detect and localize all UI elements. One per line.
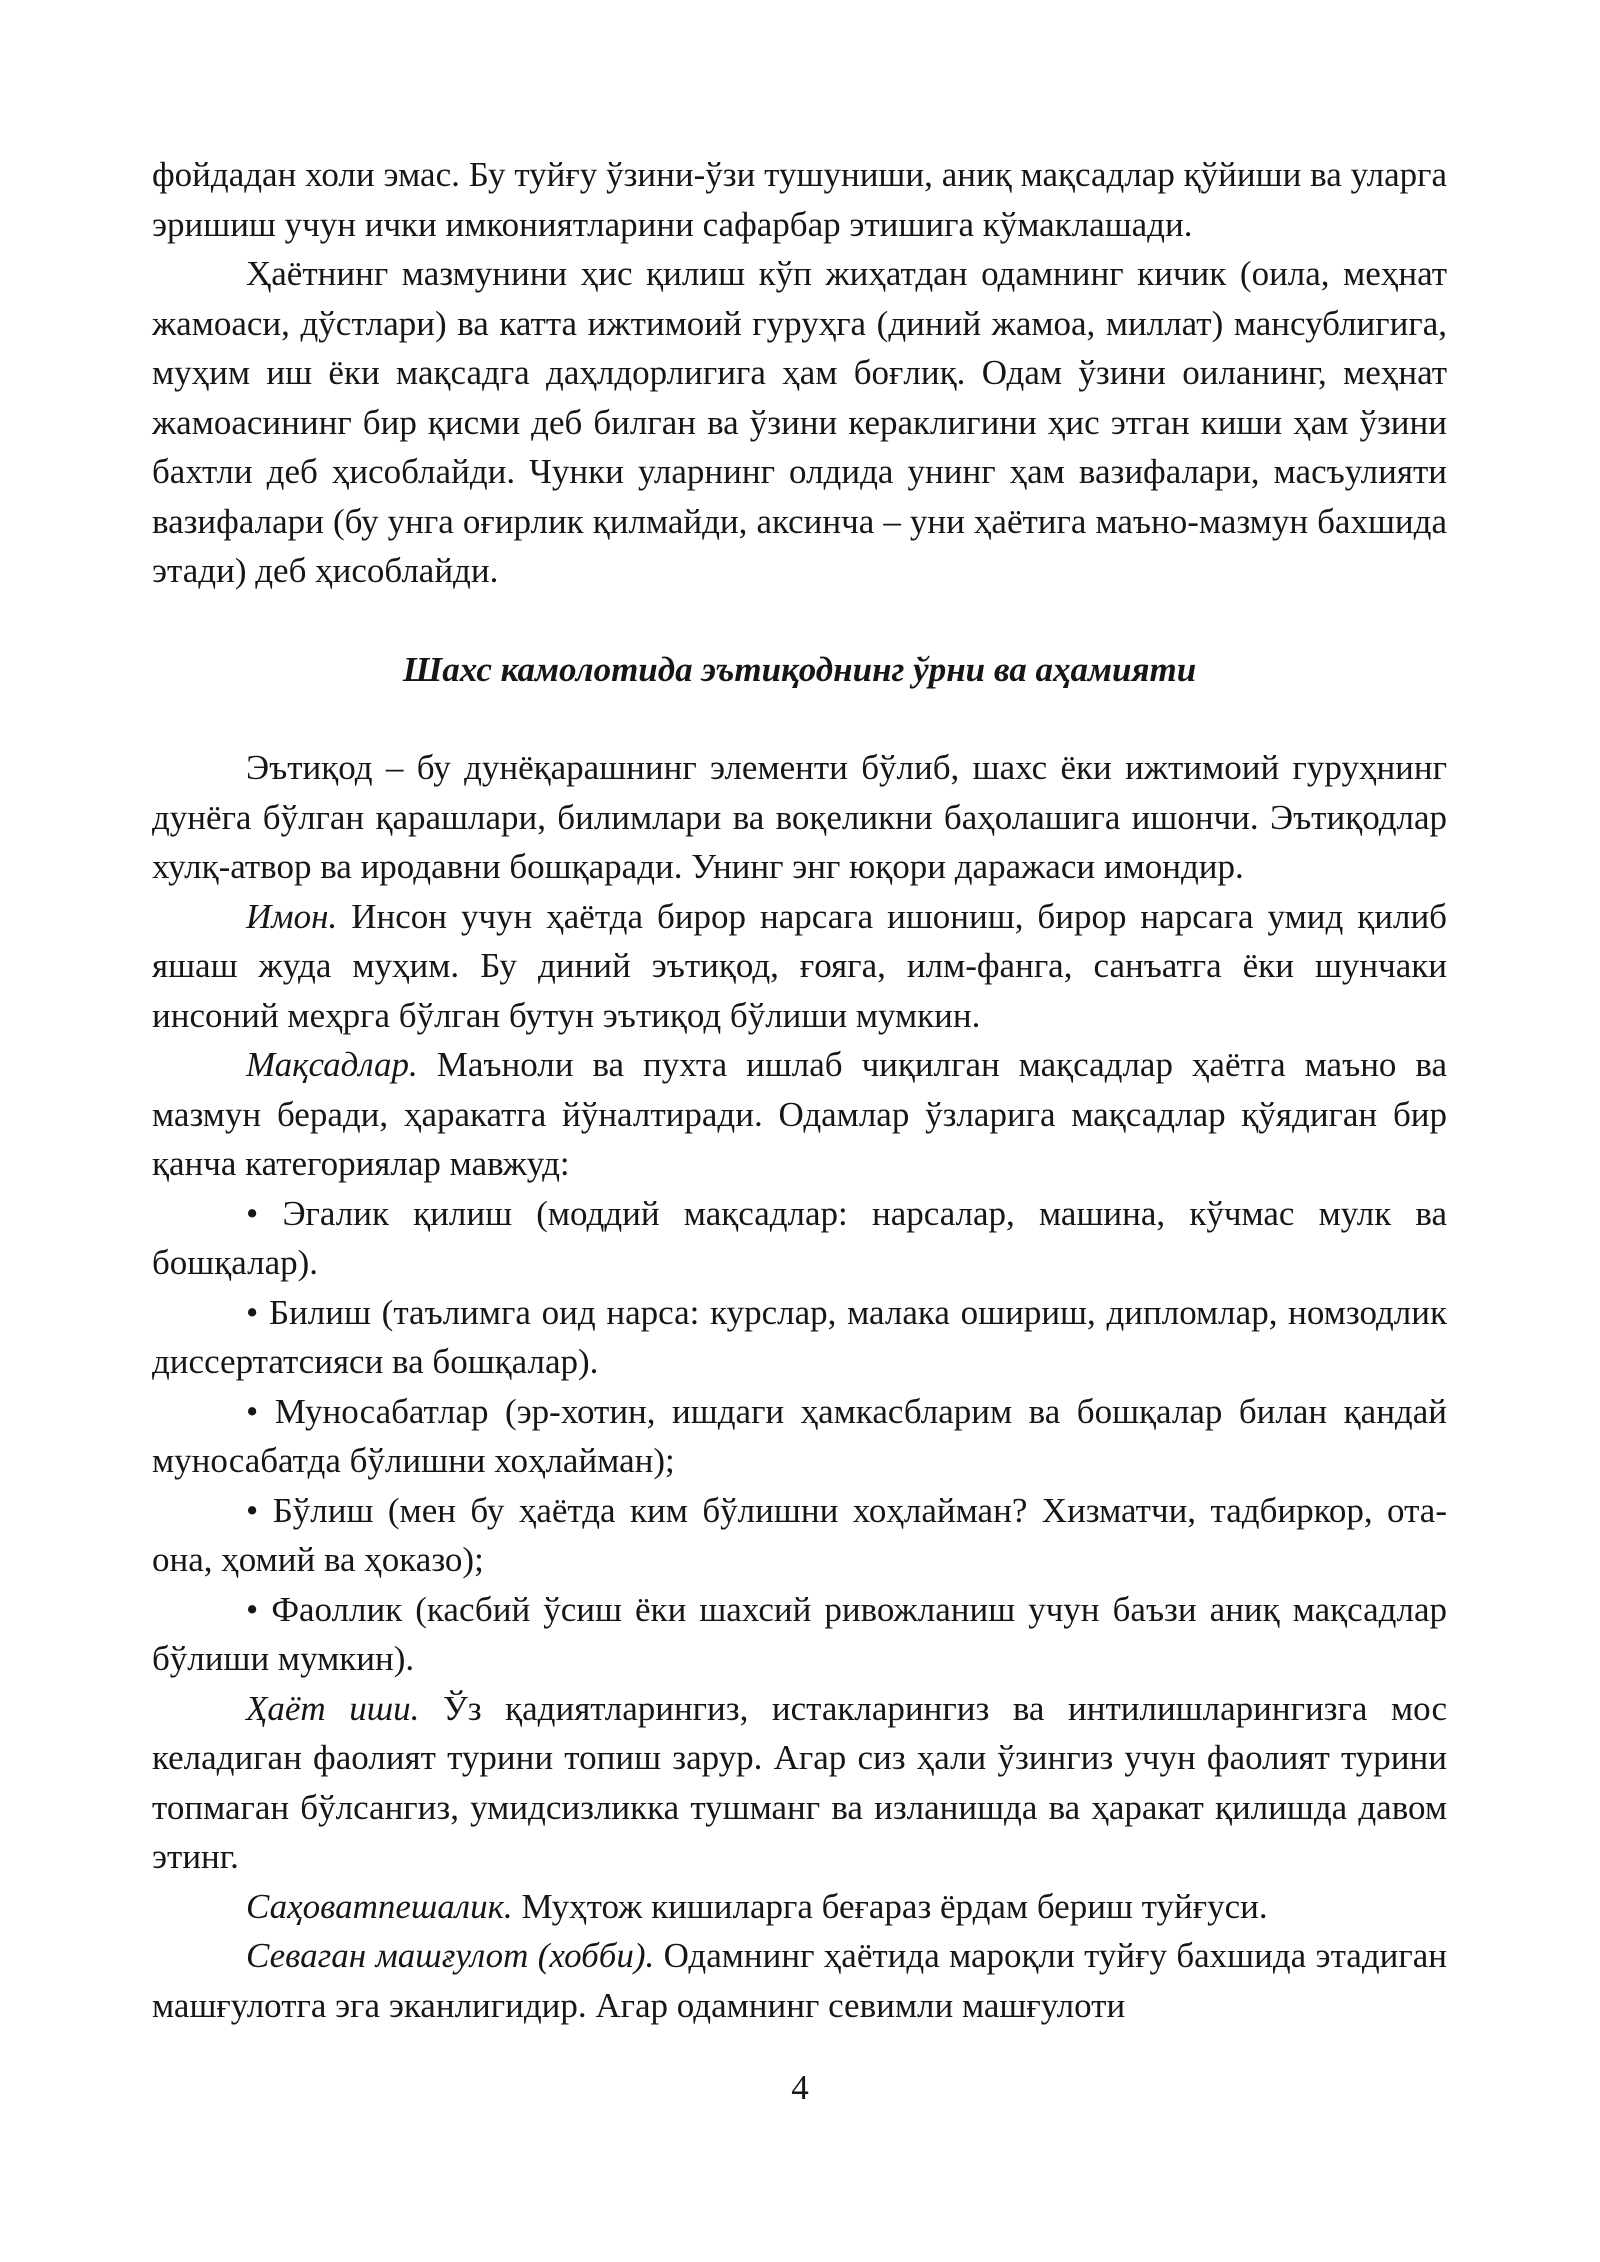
paragraph-faith [152, 892, 1447, 1041]
bullet-item-being: • Бўлиш (мен бу ҳаётда ким бўлишни хоҳлайман? Хизматчи, тадбиркор, ота-она, ҳомий ва ҳоказо); [152, 1490, 1447, 1579]
paragraph-faith-text: Инсон учун ҳаётда бирор нарсага ишониш, бирор нарсага умид қилиб яшаш жуда муҳим. Бу диний эътиқод, ғояга, илм-фанга, санъатга ёки шунчаки инсоний меҳрга бўлган бутун эътиқод бўлиши мумкин. [152, 896, 1447, 1035]
document-page [152, 150, 1447, 2030]
bullet-item-knowing: • Билиш (таълимга оид нарса: курслар, малака ошириш, дипломлар, номзодлик диссертатсияси ва бошқалар). [152, 1292, 1447, 1381]
paragraph-continuation: фойдадан холи эмас. Бу туйғу ўзини-ўзи тушуниши, аниқ мақсадлар қўйиши ва уларга эришиш учун ички имкониятларини сафарбар этишига кўмаклашади. [152, 155, 1447, 244]
term-life-work: Ҳаёт иши. [246, 1688, 420, 1728]
term-generosity: Саҳоватпешалик. [246, 1886, 513, 1926]
paragraph-generosity [152, 1882, 1447, 1932]
paragraph-life-work-text: Ўз қадиятларингиз, истакларингиз ва интилишларингизга мос келадиган фаолият турини топиш зарур. Агар сиз ҳали ўзингиз учун фаолият турини топмаган бўлсангиз, умидсизликка тушманг ва изланишда ва ҳаракат қилишда давом этинг. [152, 1688, 1447, 1876]
paragraph-hobby [152, 1931, 1447, 2030]
section-heading: Шахс камолотида эътиқоднинг ўрни ва аҳамияти [402, 649, 1197, 689]
paragraph-goals-text: Маъноли ва пухта ишлаб чиқилган мақсадлар ҳаётга маъно ва мазмун беради, ҳаракатга йўналтиради. Одамлар ўзларига мақсадлар қўядиган бир қанча категориялар мавжуд: [152, 1045, 1447, 1183]
bullet-item-activity: • Фаоллик (касбий ўсиш ёки шахсий ривожланиш учун баъзи аниқ мақсадлар бўлиши мумкин). [152, 1589, 1447, 1678]
paragraph-meaning-of-life: Ҳаётнинг мазмунини ҳис қилиш кўп жиҳатдан одамнинг кичик (оила, меҳнат жамоаси, дўстлари) ва катта ижтимоий гуруҳга (диний жамоа, миллат) мансублигига, муҳим иш ёки мақсадга даҳлдорлигига ҳам боғлиқ. Одам ўзини оиланинг, меҳнат жамоасининг бир қисми деб билган ва ўзини кераклигини ҳис этган киши ҳам ўзини бахтли деб ҳисоблайди. Чунки уларнинг олдида унинг ҳам вазифалари, масъулияти вазифалари (бу унга оғирлик қилмайди, аксинча – уни ҳаётига маъно-мазмун бахшида этади) деб ҳисоблайди. [152, 254, 1447, 590]
bullet-item-relationships: • Муносабатлар (эр-хотин, ишдаги ҳамкасбларим ва бошқалар билан қандай муносабатда бўлишни хоҳлайман); [152, 1391, 1447, 1480]
paragraph-belief-definition: Эътиқод – бу дунёқарашнинг элементи бўлиб, шахс ёки ижтимоий гуруҳнинг дунёга бўлган қарашлари, билимлари ва воқеликни баҳолашига ишончи. Эътиқодлар хулқ-атвор ва иродавни бошқаради. Унинг энг юқори даражаси имондир. [152, 748, 1447, 886]
paragraph-hobby-text: Одамнинг ҳаётида мароқли туйғу бахшида этадиган машғулотга эга эканлигидир. Агар одамнинг севимли машғулоти [152, 1936, 1447, 2025]
term-faith: Имон. [246, 896, 338, 936]
bullet-item-having: • Эгалик қилиш (моддий мақсадлар: нарсалар, машина, кўчмас мулк ва бошқалар). [152, 1193, 1447, 1282]
page-number: 4 [791, 2068, 809, 2107]
term-goals: Мақсадлар. [246, 1045, 418, 1084]
paragraph-life-work [152, 1684, 1447, 1882]
term-hobby: Севаган машғулот (хобби). [246, 1936, 655, 1975]
paragraph-goals [152, 1040, 1447, 1189]
paragraph-generosity-text: Муҳтож кишиларга беғараз ёрдам бериш туйғуси. [512, 1886, 1268, 1926]
